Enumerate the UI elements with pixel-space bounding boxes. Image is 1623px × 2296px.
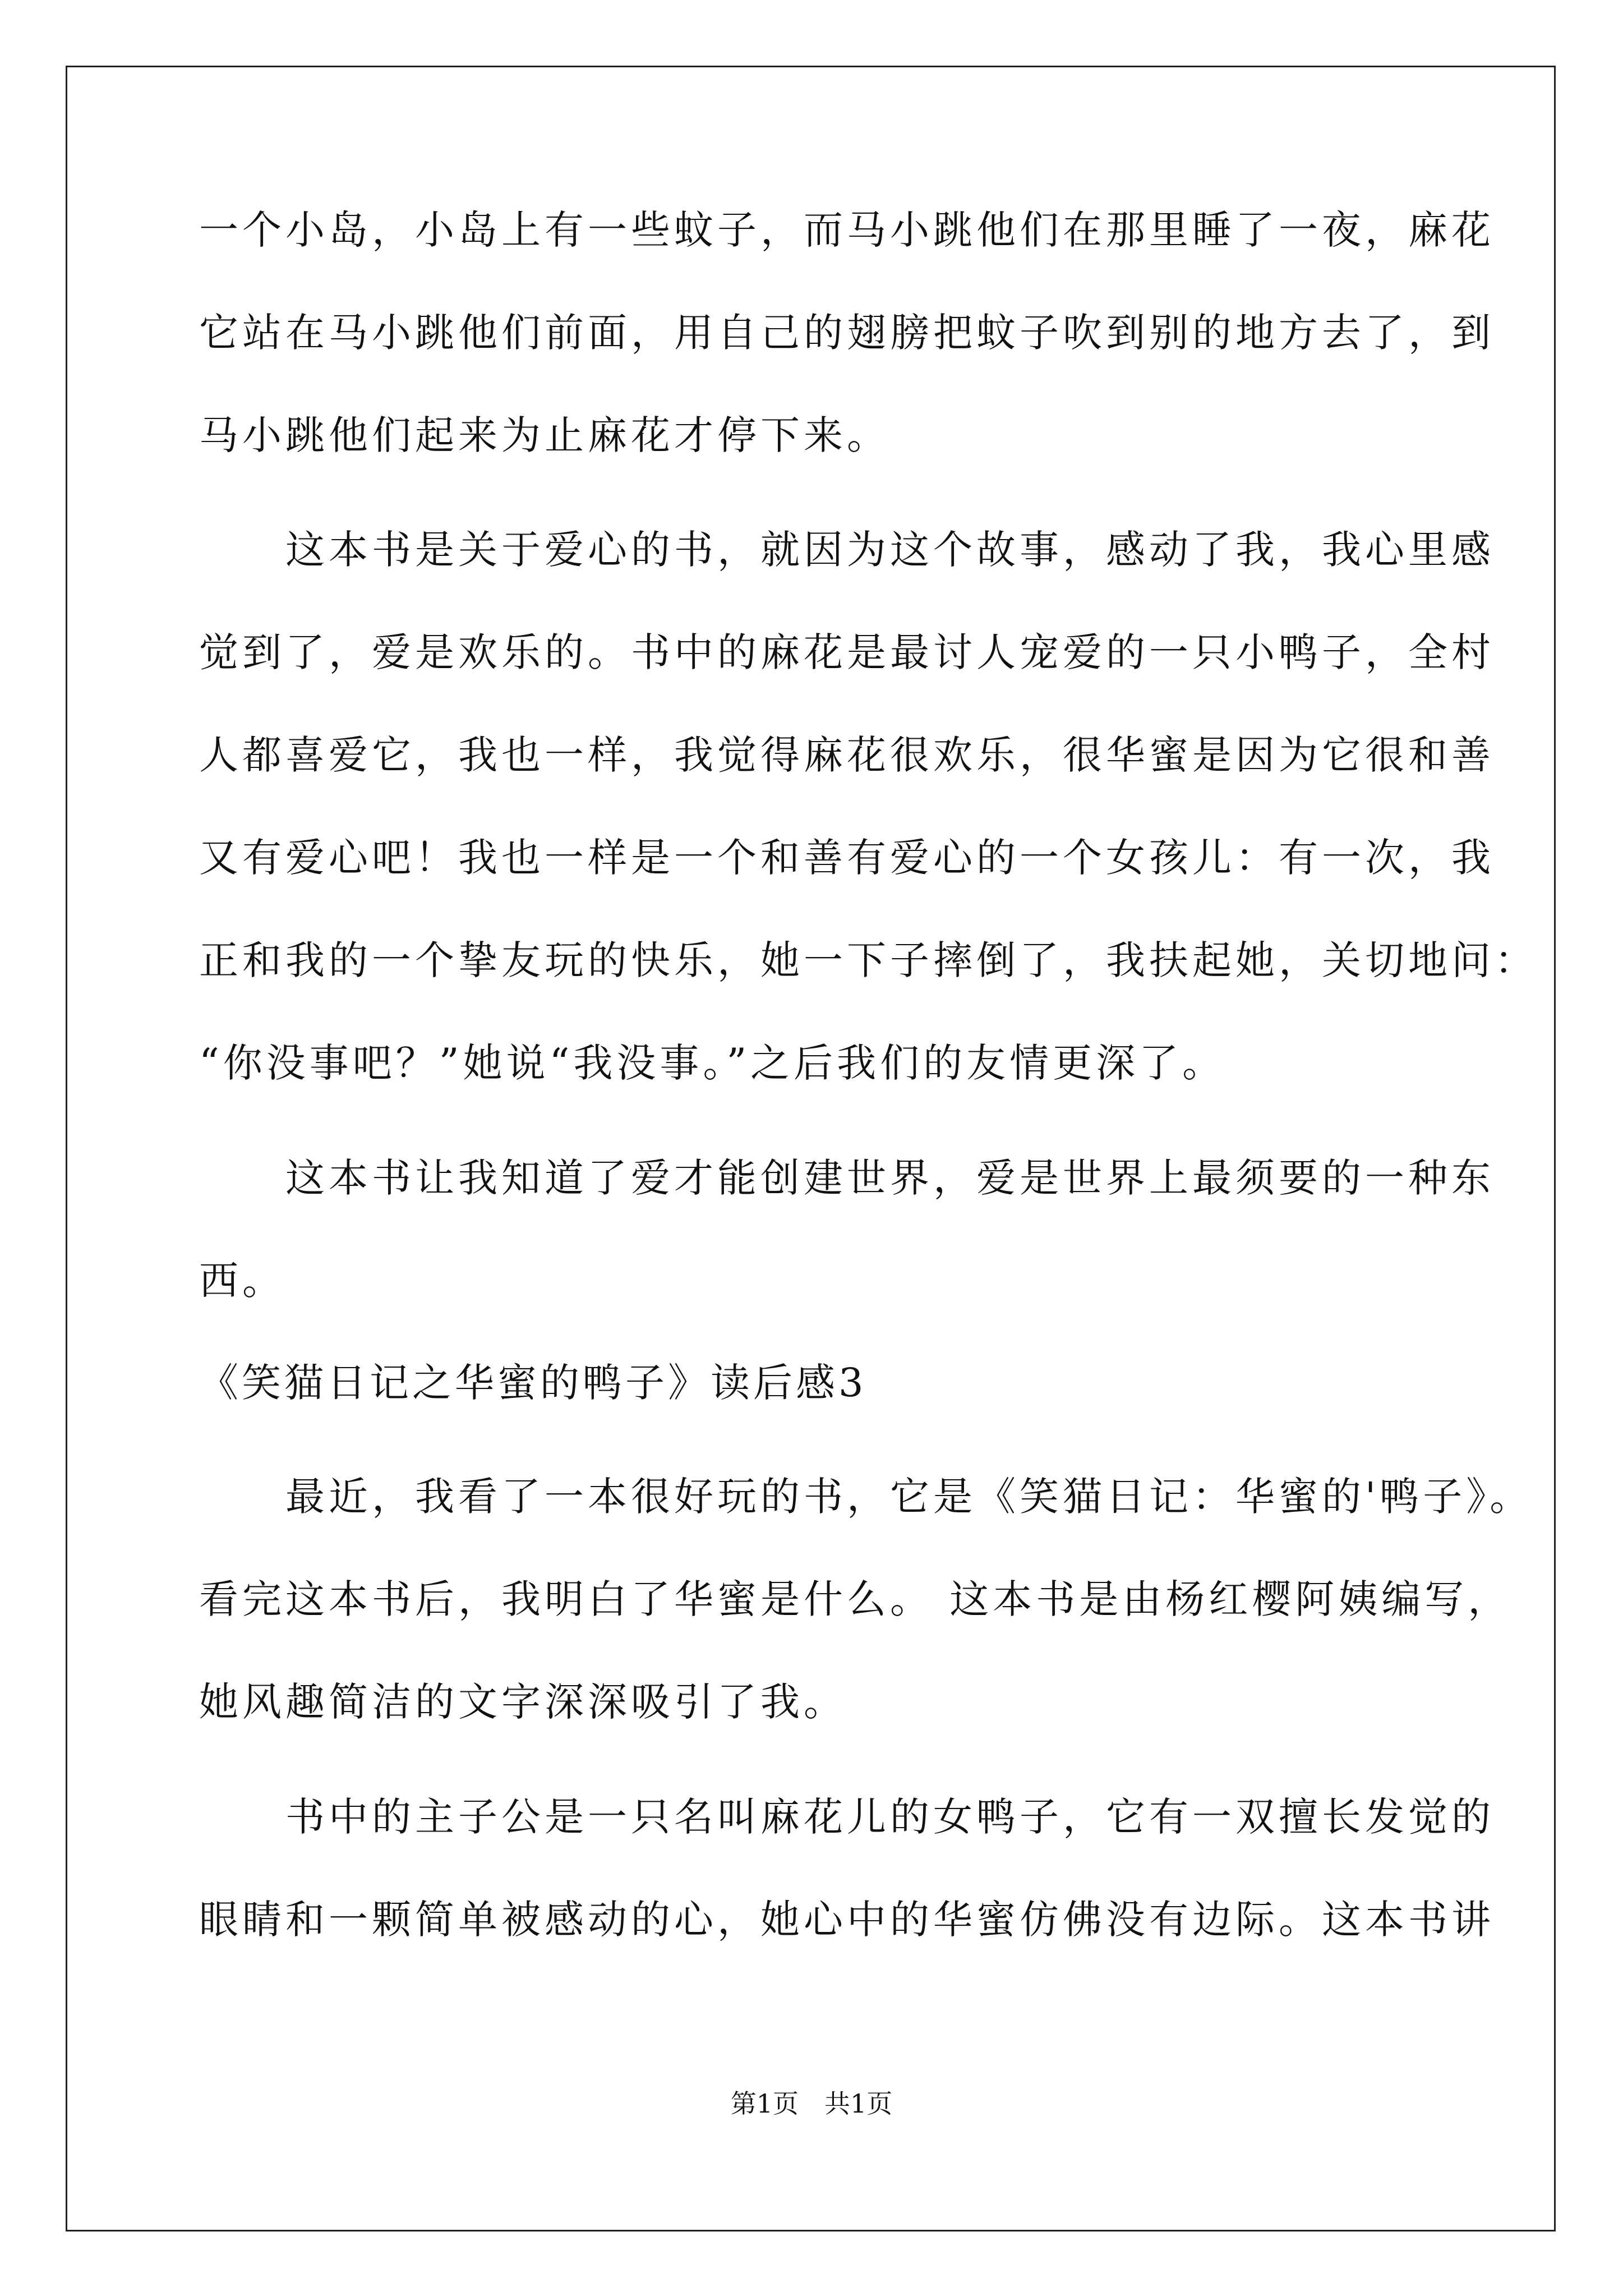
- text-line: 正和我的一个挚友玩的快乐，她一下子摔倒了，我扶起她，关切地问：: [199, 937, 1538, 983]
- text-line: 一个小岛，小岛上有一些蚊子，而马小跳他们在那里睡了一夜，麻花: [199, 207, 1495, 253]
- paragraph-first-line: 这本书让我知道了爱才能创建世界，爱是世界上最须要的一种东: [199, 1155, 1495, 1201]
- text-line: 眼睛和一颗简单被感动的心，她心中的华蜜仿佛没有边际。这本书讲: [199, 1897, 1495, 1943]
- text-line: “你没事吧？”她说“我没事。”之后我们的友情更深了。: [199, 1040, 1226, 1086]
- paragraph-first-line: 这本书是关于爱心的书，就因为这个故事，感动了我，我心里感: [199, 527, 1495, 573]
- section-heading: 《笑猫日记之华蜜的鸭子》读后感3: [199, 1360, 867, 1406]
- text-line: 西。: [199, 1258, 285, 1304]
- text-line: 人都喜爱它，我也一样，我觉得麻花很欢乐，很华蜜是因为它很和善: [199, 732, 1495, 778]
- text-line: 它站在马小跳他们前面，用自己的翅膀把蚊子吹到别的地方去了，到: [199, 310, 1495, 356]
- page-number-footer: 第1页 共1页: [730, 2088, 893, 2119]
- text-line: 看完这本书后，我明白了华蜜是什么。 这本书是由杨红樱阿姨编写，: [199, 1576, 1511, 1622]
- text-line: 觉到了，爱是欢乐的。书中的麻花是最讨人宠爱的一只小鸭子，全村: [199, 629, 1495, 675]
- text-line: 她风趣简洁的文字深深吸引了我。: [199, 1679, 847, 1725]
- paragraph-first-line: 最近，我看了一本很好玩的书，它是《笑猫日记：华蜜的'鸭子》。: [199, 1474, 1533, 1520]
- paragraph-first-line: 书中的主子公是一只名叫麻花儿的女鸭子，它有一双擅长发觉的: [199, 1794, 1495, 1840]
- text-line: 又有爱心吧！我也一样是一个和善有爱心的一个女孩儿：有一次，我: [199, 835, 1495, 881]
- text-line: 马小跳他们起来为止麻花才停下来。: [199, 412, 890, 458]
